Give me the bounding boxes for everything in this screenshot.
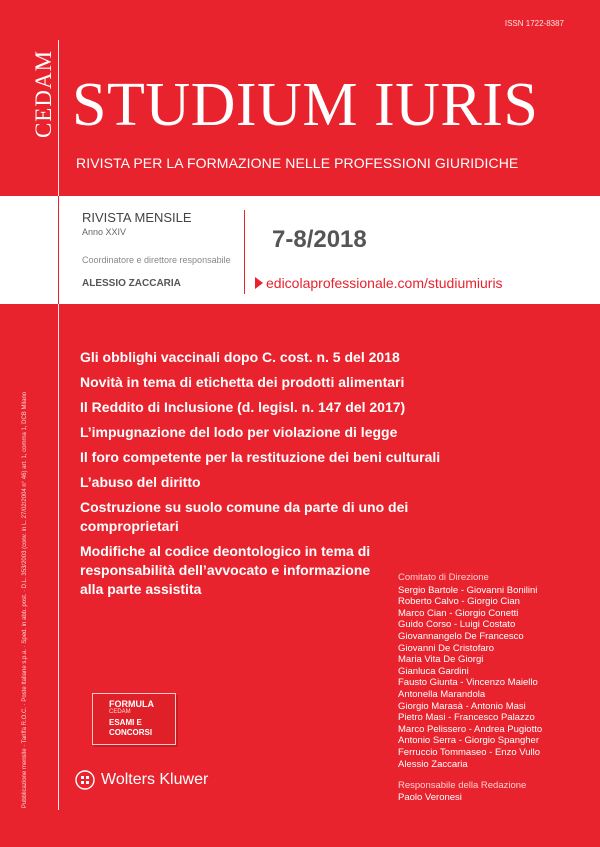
badge-line-4: CONCORSI — [109, 728, 153, 737]
coordinator-label — [82, 255, 231, 266]
magazine-subtitle: RIVISTA PER LA FORMAZIONE NELLE PROFESSIONI GIURIDICHE — [76, 155, 519, 171]
band-separator — [244, 210, 245, 294]
topic-item: Il Reddito di Inclusione (d. legisl. n. 147 del 2017) — [80, 399, 406, 415]
issue-number: 7-8/2018 — [272, 226, 367, 253]
topic-item: Gli obblighi vaccinali dopo C. cost. n. 5 del 2018 — [80, 349, 400, 365]
committee-member: Giorgio Marasà - Antonio Masi — [398, 700, 526, 712]
badge-line-3: ESAMI E — [109, 718, 142, 727]
year-label: Anno XXIV — [82, 227, 127, 237]
committee-member: Fausto Giunta - Vincenzo Maiello — [398, 677, 538, 689]
committee-member: Gianluca Gardini — [398, 665, 469, 677]
publisher-name: CEDAM — [31, 49, 56, 139]
topic-item: Novità in tema di etichetta dei prodotti alimentari — [80, 374, 405, 390]
publisher-brand: Wolters Kluwer — [101, 771, 209, 788]
postal-info-text: Pubblicazione mensile · Tariffa R.O.C. · Poste Italiane s.p.a. · Sped. in abb. post. · D.L. 353/2003 (conv. in L. 27/02/2004 n° 46) art. 1, comma 1, DCB Milano — [22, 391, 28, 809]
topic-item: Costruzione su suolo comune da parte di uno dei comproprietari — [80, 499, 409, 534]
vertical-rule — [58, 40, 59, 810]
coordinator-label-text: Coordinatore e direttore responsabile — [82, 255, 231, 265]
committee-member: Guido Corso - Luigi Costato — [398, 619, 516, 631]
committee-member: Giovannangelo De Francesco — [398, 630, 524, 642]
wolters-kluwer-icon — [75, 770, 95, 790]
topic-item: Modifiche al codice deontologico in tema di responsabilità dell’avvocato e informazione alla parte assistita — [80, 543, 371, 597]
formula-badge — [92, 693, 176, 745]
postal-info — [18, 380, 32, 820]
topic-item: L’impugnazione del lodo per violazione di legge — [80, 424, 398, 440]
committee-member: Marco Pelissero - Andrea Pugiotto — [398, 723, 543, 735]
editor-heading: Responsabile della Redazione — [398, 780, 527, 792]
website-link[interactable]: edicolaprofessionale.com/studiumiuris — [266, 275, 503, 291]
badge-line-1: FORMULA — [109, 699, 154, 709]
committee-member: Roberto Calvo - Giorgio Cian — [398, 596, 520, 608]
magazine-title: STUDIUM IURIS — [72, 71, 539, 139]
band-rule — [58, 196, 59, 304]
topics-list — [80, 348, 480, 605]
committee-member: Alessio Zaccaria — [398, 758, 468, 770]
coordinator-name: ALESSIO ZACCARIA — [82, 278, 181, 289]
committee-heading: Comitato di Direzione — [398, 572, 489, 583]
frequency: RIVISTA MENSILE — [82, 210, 192, 225]
committee-member: Antonella Marandola — [398, 688, 486, 700]
committee-member: Maria Vita De Giorgi — [398, 654, 484, 666]
arrow-right-icon — [255, 277, 263, 289]
committee-member: Ferruccio Tommaseo - Enzo Vullo — [398, 746, 541, 758]
badge-line-2: CEDAM — [109, 709, 131, 715]
committee-member: Antonio Serra - Giorgio Spangher — [398, 735, 539, 747]
publisher-logo — [29, 48, 59, 140]
wolters-kluwer-logo — [75, 770, 208, 790]
committee-member: Marco Cian - Giorgio Conetti — [398, 607, 519, 619]
editor-name: Paolo Veronesi — [398, 791, 462, 803]
topic-item: Il foro competente per la restituzione dei beni culturali — [80, 449, 441, 465]
issn: ISSN 1722-8387 — [504, 19, 564, 28]
editorial-committee — [398, 572, 583, 803]
topic-item: L’abuso del diritto — [80, 474, 201, 490]
committee-member: Pietro Masi - Francesco Palazzo — [398, 712, 535, 724]
committee-member: Sergio Bartole - Giovanni Bonilini — [398, 584, 538, 596]
committee-member: Giovanni De Cristofaro — [398, 642, 495, 654]
